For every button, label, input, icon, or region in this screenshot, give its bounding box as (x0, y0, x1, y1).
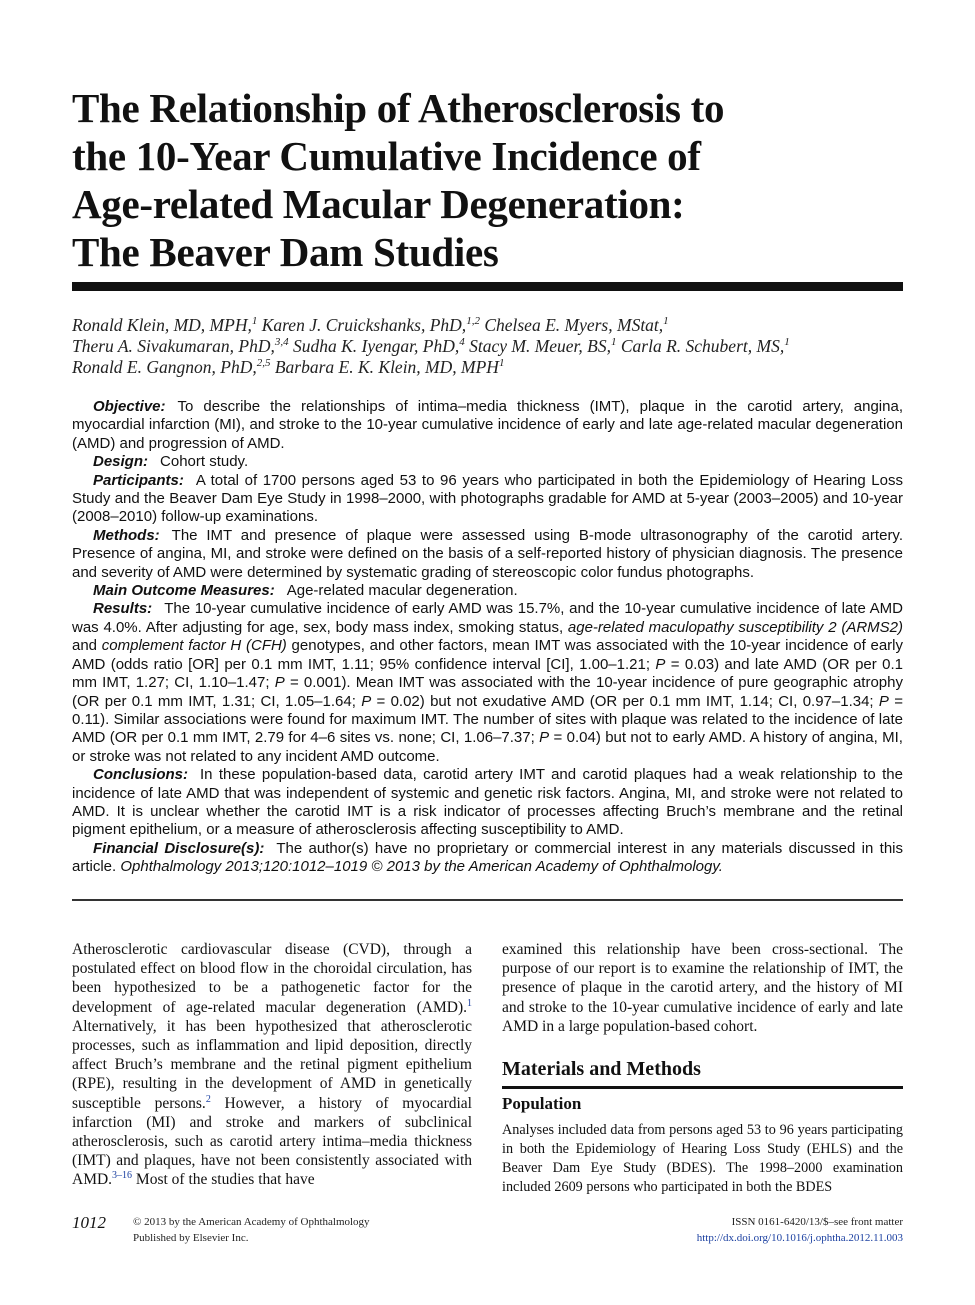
abstract-text: genotypes, and other factors, mean IMT was associated with the 10-year incidence of early AMD (odds ratio [OR] per 0.1 mm IMT, 1.11; 95% confidence interval [CI], 1.00–1.21; (72, 637, 903, 673)
author-name: Carla R. Schubert, MS, (616, 336, 785, 356)
article-title (72, 84, 902, 276)
author-affiliation: 1 (611, 336, 617, 348)
publisher-text: Published by Elsevier Inc. (133, 1232, 249, 1244)
abstract-design (72, 453, 903, 471)
author-name: Ronald E. Gangnon, PhD, (72, 357, 257, 377)
abstract-text: = 0.02) but not exudative AMD (OR per 0.1 mm IMT, 1.14; CI, 0.97–1.34; (371, 692, 879, 710)
body-paragraph: examined this relationship have been cross-sectional. The purpose of our report is to examine the relationship of IMT, the presence of plaque in the carotid artery, and the history of MI and stroke to the 10-year cumulative incidence of early and late AMD in a large population-based cohort. (502, 941, 903, 1035)
abstract-text: = 0.03) and late AMD (OR per 0.1 mm IMT, 1.27; CI, 1.10–1.47; (72, 655, 903, 692)
title-line: Age-related Macular Degeneration: (72, 181, 685, 227)
abstract-main-outcome (72, 582, 903, 600)
body-paragraph: Analyses included data from persons aged 53 to 96 years participating in both the Epidemiology of Hearing Loss Study (EHLS) and the Beaver Dam Eye Study (BDES). The 1998–2000 examination included 2609 persons who participated in both the BDES (502, 1122, 903, 1195)
abstract-text: = 0.04) but not to early AMD. A history of angina, MI, or stroke was not related to any incident AMD outcome. (72, 729, 903, 765)
abstract-text: = 0.11). Similar associations were found for maximum IMT. The number of sites with plaque was related to the incidence of late AMD (OR per 0.1 mm IMT, 2.79 for 4–6 sites vs. none; CI, 1.06–7.37; (72, 692, 903, 747)
abstract-label: Participants: (93, 471, 184, 489)
journal-citation: Ophthalmology 2013;120:1012–1019 © 2013 by the American Academy of Ophthalmology. (120, 858, 723, 876)
reference-link[interactable]: 2 (205, 1093, 211, 1105)
author-line (72, 336, 903, 357)
body-column-left (72, 940, 472, 1190)
section-divider (502, 1086, 903, 1089)
body-column-right-continued (502, 1121, 903, 1197)
reference-link[interactable]: 3–16 (112, 1170, 133, 1182)
author-affiliation: 1 (251, 315, 258, 327)
gene-name: age-related maculopathy susceptibility 2 (ARMS2) (567, 618, 903, 636)
title-divider (72, 282, 903, 291)
abstract-results (72, 600, 903, 766)
author-name: Barbara E. K. Klein, MD, MPH (270, 357, 499, 377)
author-affiliation: 3,4 (274, 336, 289, 348)
doi-link[interactable]: http://dx.doi.org/10.1016/j.ophtha.2012.11.003 (696, 1232, 903, 1244)
p-value-symbol: P (539, 729, 550, 747)
p-value-symbol: P (361, 692, 372, 710)
body-text: Most of the studies that have (132, 1171, 315, 1189)
p-value-symbol: P (655, 655, 666, 673)
copyright-text: © 2013 by the American Academy of Ophthalmology (133, 1216, 370, 1228)
author-name: Karen J. Cruickshanks, PhD, (257, 315, 467, 335)
abstract-text: The author(s) have no proprietary or commercial interest in any materials discussed in this article. (72, 839, 903, 876)
author-line (72, 315, 903, 336)
author-name: Sudha K. Iyengar, PhD, (288, 336, 460, 356)
abstract-label: Methods: (93, 526, 160, 544)
abstract-label: Conclusions: (93, 766, 189, 784)
abstract-label: Results: (93, 600, 153, 618)
p-value-symbol: P (274, 674, 285, 692)
abstract-text: The IMT and presence of plaque were assessed using B-mode ultrasonography of the carotid artery. Presence of angina, MI, and stroke were defined on the basis of a self-reported history of physician diagnosis. The presence and severity of AMD were determined by systematic grading of stereoscopic color fundus photographs. (72, 526, 903, 581)
author-line (72, 357, 903, 378)
abstract-label: Main Outcome Measures: (93, 582, 275, 600)
abstract-conclusions (72, 766, 903, 840)
author-affiliation: 2,5 (256, 357, 271, 369)
abstract-text: In these population-based data, carotid artery IMT and carotid plaques had a weak relationship to the incidence of late AMD that was independent of systemic and genetic risk factors. Angina, MI, and stroke were not related to AMD. It is unclear whether the carotid IMT is a risk indicator of processes affecting Bruch’s membrane and the retinal pigment epithelium, or a measure of atherosclerosis affecting susceptibility to AMD. (72, 766, 903, 839)
author-affiliation: 4 (459, 336, 465, 348)
author-name: Theru A. Sivakumaran, PhD, (72, 336, 275, 356)
abstract-text: Cohort study. (160, 453, 249, 471)
abstract-label: Financial Disclosure(s): (93, 839, 265, 857)
body-text: Alternatively, it has been hypothesized that atherosclerotic processes, such as inflammation and lipid deposition, directly affect Bruch’s membrane and the retinal pigment epithelium (RPE), resulting in the development of AMD in genetically susceptible persons. (72, 1017, 472, 1112)
abstract (72, 398, 903, 877)
abstract-label: Objective: (93, 398, 166, 415)
author-affiliation: 1 (784, 336, 790, 348)
title-line: the 10-Year Cumulative Incidence of (72, 133, 701, 179)
footer-copyright (133, 1214, 370, 1246)
author-affiliation: 1 (498, 357, 505, 369)
author-name: Ronald Klein, MD, MPH, (72, 315, 252, 335)
subsection-heading: Population (502, 1094, 582, 1113)
section-heading: Materials and Methods (502, 1058, 701, 1080)
abstract-label: Design: (93, 453, 149, 471)
p-value-symbol: P (878, 692, 889, 710)
abstract-text: and (72, 637, 102, 655)
abstract-text: Age-related macular degeneration. (286, 582, 518, 600)
body-paragraph (72, 940, 472, 1190)
author-affiliation: 1,2 (466, 315, 480, 327)
author-affiliation: 1 (663, 315, 669, 327)
author-name: Stacy M. Meuer, BS, (464, 336, 611, 356)
body-column-right (502, 940, 903, 1036)
abstract-methods (72, 527, 903, 582)
title-line: The Relationship of Atherosclerosis to (72, 85, 725, 131)
title-line: The Beaver Dam Studies (72, 229, 499, 275)
author-list (72, 315, 903, 378)
body-text: However, a history of myocardial infarction (MI) and stroke and markers of subclinical atherosclerosis, such as carotid artery intima–media thickness (IMT) and plaques, have not been consistently associated with AMD. (72, 1094, 472, 1189)
abstract-objective (72, 398, 903, 453)
abstract-disclosure (72, 840, 903, 877)
abstract-text: A total of 1700 persons aged 53 to 96 years who participated in both the Epidemiology of Hearing Loss Study and the Beaver Dam Eye Study in 1998–2000, with photographs gradable for AMD at 5-year (2003–2005) and 10-year (2008–2010) follow-up examinations. (72, 471, 903, 526)
author-name: Chelsea E. Myers, MStat, (479, 315, 664, 335)
abstract-text: The 10-year cumulative incidence of early AMD was 15.7%, and the 10-year cumulative incidence of late AMD was 4.0%. After adjusting for age, sex, body mass index, smoking status, (72, 600, 903, 636)
body-text: Atherosclerotic cardiovascular disease (CVD), through a postulated effect on blood flow in the choroidal circulation, has been hypothesized to be a pathogenetic factor for the development of age-related macular degeneration (AMD). (72, 941, 472, 1016)
footer-identifiers (697, 1214, 903, 1246)
gene-name: complement factor H (CFH) (101, 637, 287, 655)
issn-text: ISSN 0161-6420/13/$–see front matter (731, 1216, 903, 1228)
page-number: 1012 (72, 1213, 106, 1232)
abstract-text: = 0.001). Mean IMT was associated with the 10-year incidence of pure geographic atrophy (OR per 0.1 mm IMT, 1.31; CI, 1.05–1.64; (72, 674, 903, 710)
abstract-divider (72, 899, 903, 901)
abstract-participants (72, 472, 903, 527)
abstract-text: To describe the relationships of intima–media thickness (IMT), plaque in the carotid artery, angina, myocardial infarction (MI), and stroke to the 10-year cumulative incidence of early and late age-related macular degeneration (AMD) and progression of AMD. (72, 398, 903, 452)
reference-link[interactable]: 1 (467, 997, 472, 1009)
